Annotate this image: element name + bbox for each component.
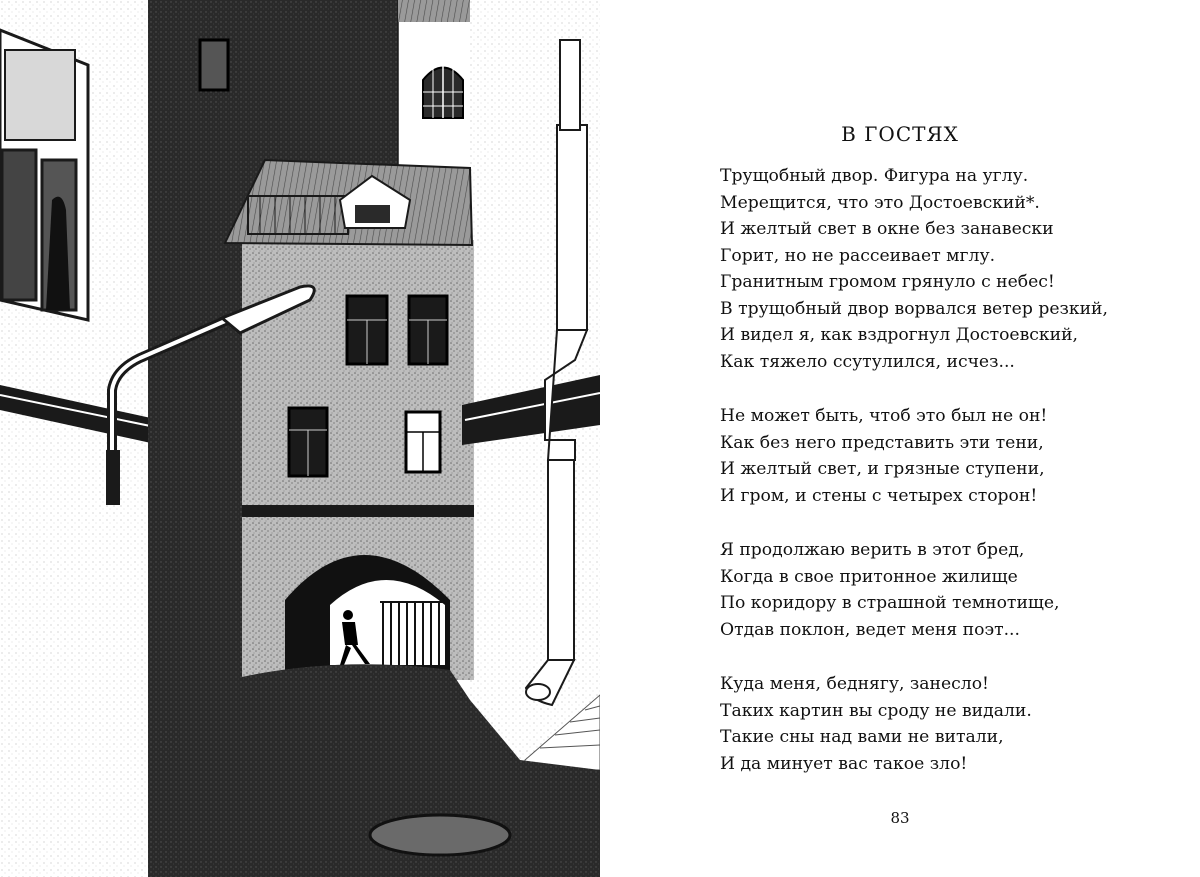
poem-line: Такие сны над вами не витали,: [720, 727, 1004, 747]
poem-line: Трущобный двор. Фигура на углу.: [720, 166, 1029, 186]
tower: [398, 0, 480, 170]
poem-line: Гранитным громом грянуло с небес!: [720, 272, 1055, 292]
poem-line: Как без него представить эти тени,: [720, 432, 1044, 453]
poem-line: И да минует вас такое зло!: [720, 753, 968, 774]
poem-line: Горит, но не рассеивает мглу.: [720, 245, 996, 266]
poem-line: Я продолжаю верить в этот бред,: [720, 540, 1025, 560]
stanza-3: [720, 537, 1180, 643]
poem-body: [720, 163, 1180, 805]
poem-line: По коридору в страшной темнотище,: [720, 593, 1060, 613]
poem-line: И желтый свет в окне без занавески: [720, 219, 1054, 239]
poem-line: И видел я, как вздрогнул Достоевский,: [720, 325, 1079, 345]
page-number: 83: [890, 809, 910, 827]
poem-line: И желтый свет, и грязные ступени,: [720, 459, 1045, 479]
left-building: [0, 0, 160, 877]
poem-line: В трущобный двор ворвался ветер резкий,: [720, 298, 1108, 319]
poem-line: Мерещится, что это Достоевский*.: [720, 192, 1040, 213]
central-house: [225, 160, 474, 680]
poem-line: Как тяжело ссутулился, исчез...: [720, 351, 1015, 372]
stanza-4: [720, 671, 1180, 777]
poem-page: [600, 0, 1200, 877]
stanza-2: [720, 403, 1180, 509]
poem-line: Отдав поклон, ведет меня поэт...: [720, 619, 1020, 640]
poem-line: Куда меня, беднягу, занесло!: [720, 674, 989, 694]
stanza-1: [720, 163, 1180, 375]
poem-line: Таких картин вы сроду не видали.: [720, 700, 1032, 721]
poem-line: Не может быть, чтоб это был не он!: [720, 406, 1048, 426]
poem-line: Когда в свое притонное жилище: [720, 566, 1018, 587]
poem-line: И гром, и стены с четырех сторон!: [720, 485, 1038, 506]
poem-title: В ГОСТЯХ: [841, 122, 959, 146]
